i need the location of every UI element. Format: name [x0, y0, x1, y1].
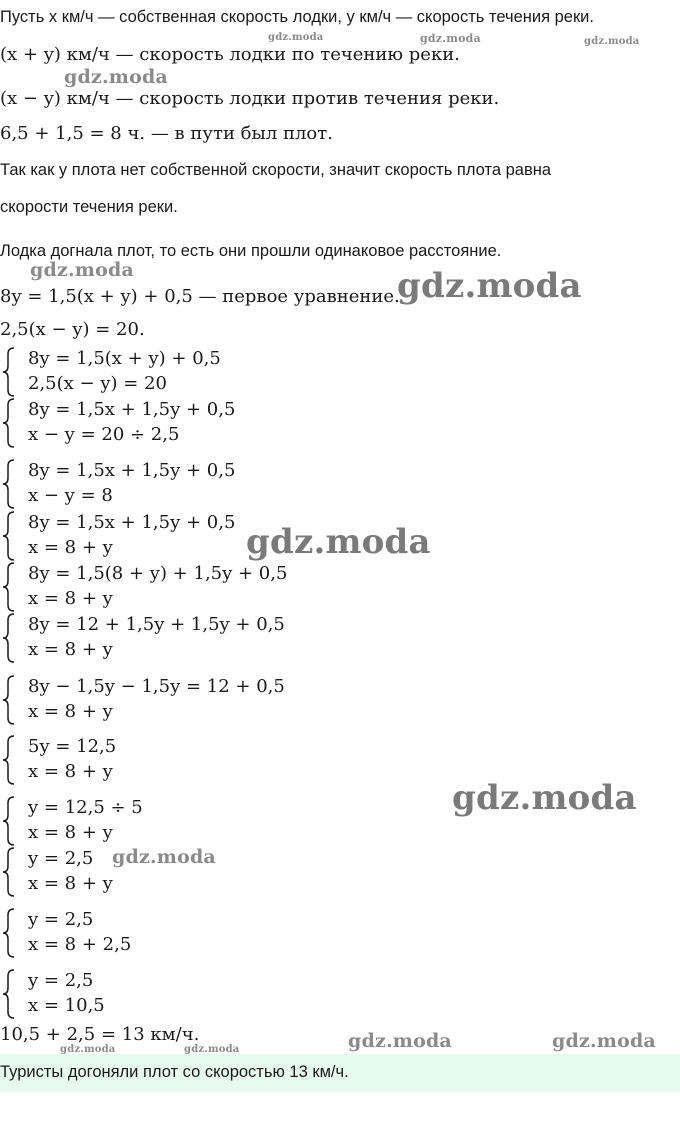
equation-row: x = 8 + 2,5	[28, 934, 132, 955]
equation-system	[0, 674, 680, 726]
equation-row: 8y − 1,5y − 1,5y = 12 + 0,5	[28, 676, 285, 697]
brace-icon	[0, 734, 20, 786]
brace-icon	[0, 346, 20, 398]
brace-icon	[0, 674, 20, 726]
watermark: gdz.moda	[268, 32, 324, 43]
equation-row: x = 8 + y	[28, 537, 113, 558]
final-calculation: 10,5 + 2,5 = 13 км/ч.	[0, 1024, 200, 1045]
brace-icon	[0, 612, 20, 664]
equation-row: 8y = 1,5x + 1,5y + 0,5	[28, 512, 236, 533]
equation-row: x = 8 + y	[28, 873, 113, 894]
equation-system	[0, 458, 680, 510]
equation-row: x = 8 + y	[28, 701, 113, 722]
text-line-6: скорости течения реки.	[0, 198, 178, 216]
equation-system	[0, 397, 680, 449]
equation-system	[0, 612, 680, 664]
equation-row: x = 8 + y	[28, 761, 113, 782]
brace-icon	[0, 458, 20, 510]
watermark: gdz.moda	[112, 846, 216, 868]
watermark: gdz.moda	[420, 32, 481, 45]
text-line-5: Так как у плота нет собственной скорости, значит скорость плота равна	[0, 161, 552, 179]
equation-row: 2,5(x − y) = 20	[28, 373, 167, 394]
watermark: gdz.moda	[397, 266, 582, 306]
watermark: gdz.moda	[64, 66, 168, 88]
watermark: gdz.moda	[584, 36, 640, 47]
text-line-4: 6,5 + 1,5 = 8 ч. — в пути был плот.	[0, 123, 333, 144]
watermark: gdz.moda	[30, 259, 134, 281]
equation-row: x − y = 8	[28, 485, 113, 506]
brace-icon	[0, 795, 20, 847]
second-equation: 2,5(x − y) = 20.	[0, 319, 145, 340]
text-line-7: Лодка догнала плот, то есть они прошли одинаковое расстояние.	[0, 242, 502, 260]
brace-icon	[0, 561, 20, 613]
equation-row: y = 2,5	[28, 848, 94, 869]
text-line-1: Пусть x км/ч — собственная скорость лодки, y км/ч — скорость течения реки.	[0, 8, 594, 26]
text-line-3: (x − y) км/ч — скорость лодки против течения реки.	[0, 88, 500, 109]
equation-row: 8y = 12 + 1,5y + 1,5y + 0,5	[28, 614, 285, 635]
equation-system	[0, 907, 680, 959]
watermark: gdz.moda	[184, 1044, 240, 1055]
watermark: gdz.moda	[348, 1030, 452, 1052]
equation-row: y = 12,5 ÷ 5	[28, 797, 143, 818]
watermark: gdz.moda	[60, 1044, 116, 1055]
equation-row: 8y = 1,5(8 + y) + 1,5y + 0,5	[28, 563, 288, 584]
watermark: gdz.moda	[452, 778, 637, 818]
answer-box	[0, 1054, 680, 1092]
equation-row: 5y = 12,5	[28, 736, 117, 757]
first-equation: 8y = 1,5(x + y) + 0,5 — первое уравнение.	[0, 286, 400, 307]
brace-icon	[0, 510, 20, 562]
watermark: gdz.moda	[552, 1030, 656, 1052]
brace-icon	[0, 907, 20, 959]
equation-row: 8y = 1,5(x + y) + 0,5	[28, 348, 221, 369]
equation-row: y = 2,5	[28, 909, 94, 930]
equation-row: y = 2,5	[28, 970, 94, 991]
equation-row: x = 8 + y	[28, 822, 113, 843]
equation-system	[0, 346, 680, 398]
text-line-2: (x + y) км/ч — скорость лодки по течению реки.	[0, 44, 460, 65]
equation-row: x = 8 + y	[28, 588, 113, 609]
equation-row: 8y = 1,5x + 1,5y + 0,5	[28, 460, 236, 481]
equation-row: x = 8 + y	[28, 639, 113, 660]
equation-system	[0, 561, 680, 613]
equation-row: x = 10,5	[28, 995, 105, 1016]
brace-icon	[0, 968, 20, 1020]
equation-row: x − y = 20 ÷ 2,5	[28, 424, 180, 445]
brace-icon	[0, 846, 20, 898]
answer-text: Туристы догоняли плот со скоростью 13 км/ч.	[0, 1063, 349, 1081]
equation-system	[0, 846, 680, 898]
equation-row: 8y = 1,5x + 1,5y + 0,5	[28, 399, 236, 420]
watermark: gdz.moda	[246, 522, 431, 562]
brace-icon	[0, 397, 20, 449]
equation-system	[0, 968, 680, 1020]
